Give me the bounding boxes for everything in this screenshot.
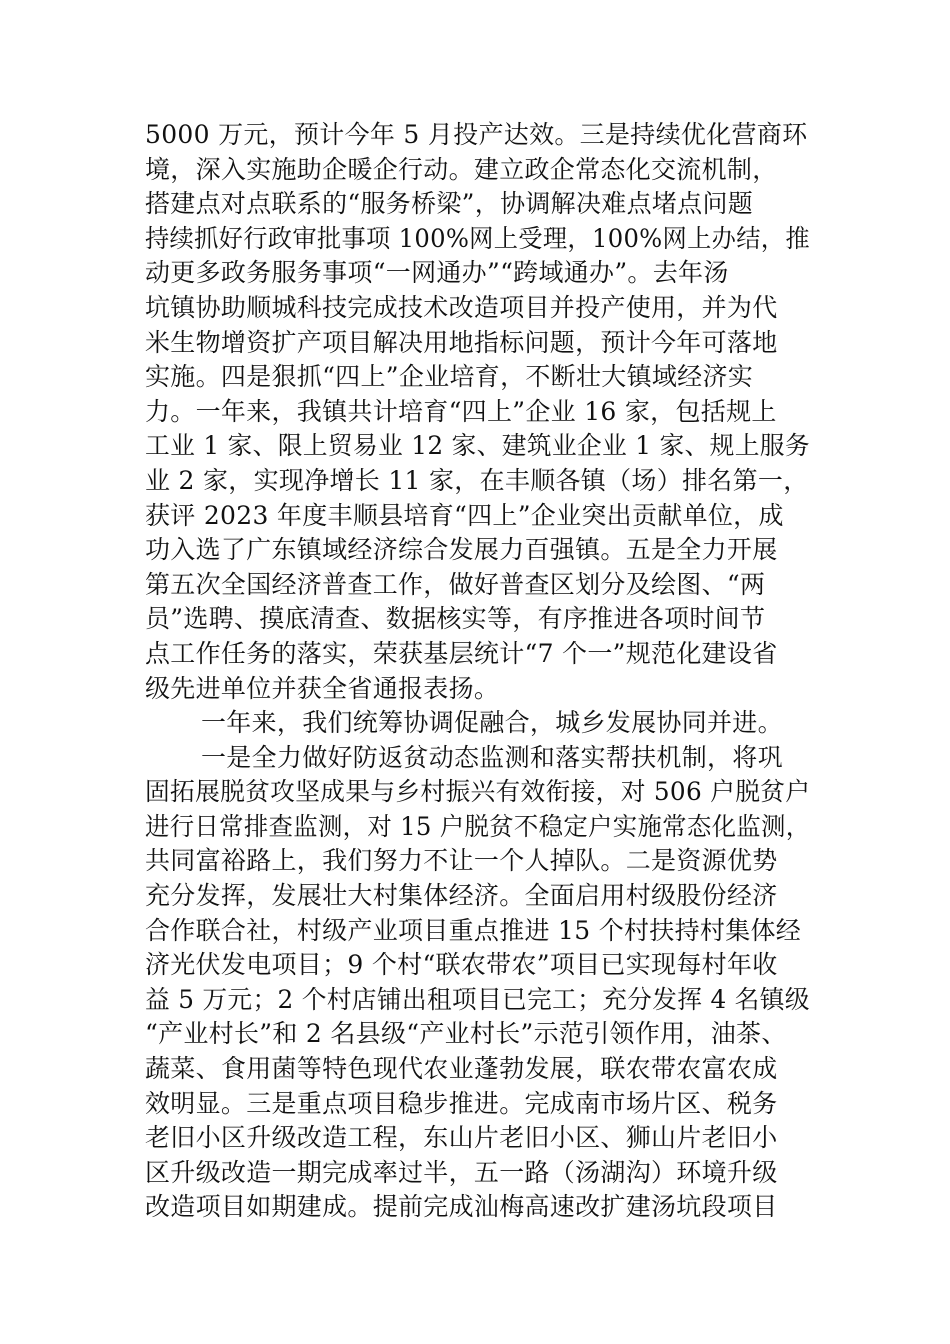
- text-line: 进行日常排查监测，对 15 户脱贫不稳定户实施常态化监测，: [145, 811, 811, 841]
- text-line: 实施。四是狠抓“四上”企业培育，不断壮大镇域经济实: [145, 362, 754, 392]
- text-line: 业 2 家，实现净增长 11 家，在丰顺各镇（场）排名第一，: [145, 465, 809, 495]
- text-line: 境，深入实施助企暖企行动。建立政企常态化交流机制，: [145, 154, 778, 184]
- document-body: [145, 118, 810, 1225]
- text-line: 合作联合社，村级产业项目重点推进 15 个村扶持村集体经: [145, 915, 802, 945]
- text-line: 区升级改造一期完成率过半，五一路（汤湖沟）环境升级: [145, 1157, 778, 1187]
- text-line: 共同富裕路上，我们努力不让一个人掉队。二是资源优势: [145, 846, 778, 876]
- text-line: 充分发挥，发展壮大村集体经济。全面启用村级股份经济: [145, 881, 778, 911]
- text-line: 蔬菜、食用菌等特色现代农业蓬勃发展，联农带农富农成: [145, 1054, 778, 1084]
- text-line: 搭建点对点联系的“服务桥梁”，协调解决难点堵点问题: [145, 189, 754, 219]
- text-line: 第五次全国经济普查工作，做好普查区划分及绘图、“两: [145, 569, 766, 599]
- text-line: 点工作任务的落实，荣获基层统计“7 个一”规范化建设省: [145, 638, 778, 668]
- text-line: 效明显。三是重点项目稳步推进。完成南市场片区、税务: [145, 1088, 778, 1118]
- text-line: 持续抓好行政审批事项 100%网上受理，100%网上办结，推: [145, 223, 810, 253]
- text-line: 改造项目如期建成。提前完成汕梅高速改扩建汤坑段项目: [145, 1192, 778, 1222]
- text-line: 级先进单位并获全省通报表扬。: [145, 673, 500, 703]
- text-line: 动更多政务服务事项“一网通办”“跨域通办”。去年汤: [145, 258, 729, 288]
- text-line: 力。一年来，我镇共计培育“四上”企业 16 家，包括规上: [145, 396, 777, 426]
- text-line: 济光伏发电项目；9 个村“联农带农”项目已实现每村年收: [145, 950, 778, 980]
- text-line: 工业 1 家、限上贸易业 12 家、建筑业企业 1 家、规上服务: [145, 431, 810, 461]
- text-line: 固拓展脱贫攻坚成果与乡村振兴有效衔接，对 506 户脱贫户: [145, 777, 811, 807]
- text-line: “产业村长”和 2 名县级“产业村长”示范引领作用，油茶、: [145, 1019, 787, 1049]
- text-line: 获评 2023 年度丰顺县培育“四上”企业突出贡献单位，成: [145, 500, 784, 530]
- text-line: 米生物增资扩产项目解决用地指标问题，预计今年可落地: [145, 327, 778, 357]
- text-line: 5000 万元，预计今年 5 月投产达效。三是持续优化营商环: [145, 120, 808, 149]
- paragraph-first-line: 一年来，我们统筹协调促融合，城乡发展协同并进。: [201, 708, 783, 738]
- text-line: 员”选聘、摸底清查、数据核实等，有序推进各项时间节: [145, 604, 766, 634]
- text-line: 功入选了广东镇域经济综合发展力百强镇。五是全力开展: [145, 535, 778, 565]
- text-line: 老旧小区升级改造工程，东山片老旧小区、狮山片老旧小: [145, 1123, 778, 1153]
- text-line: 益 5 万元；2 个村店铺出租项目已完工；充分发挥 4 名镇级: [145, 984, 810, 1014]
- text-line: 坑镇协助顺城科技完成技术改造项目并投产使用，并为代: [145, 292, 778, 322]
- paragraph-first-line: 一是全力做好防返贫动态监测和落实帮扶机制，将巩: [201, 742, 783, 772]
